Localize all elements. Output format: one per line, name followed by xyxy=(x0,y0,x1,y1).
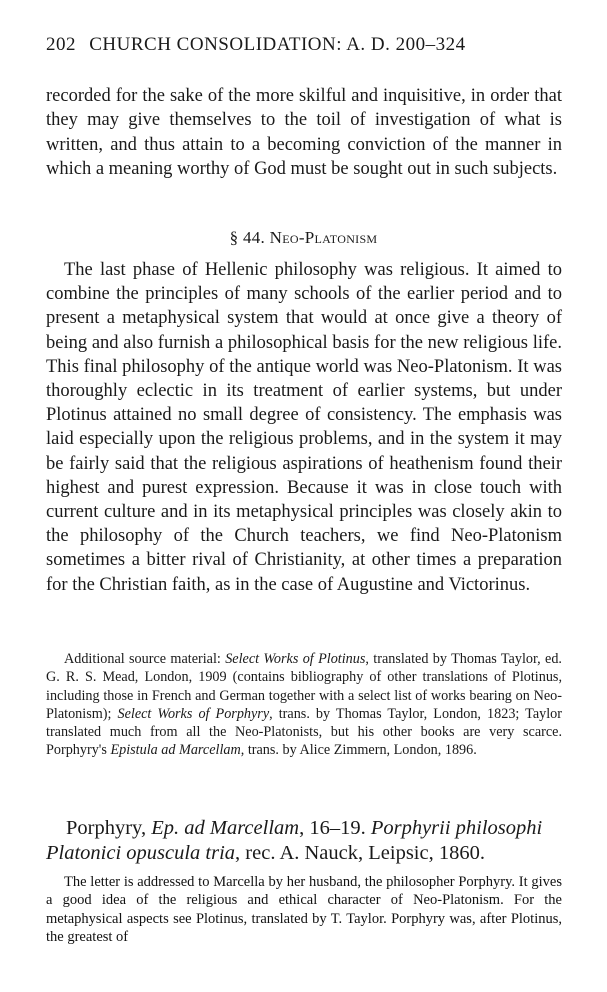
additional-lead: Additional source material: xyxy=(64,651,226,667)
continuation-paragraph xyxy=(46,84,562,182)
work-title-plotinus: Select Works of Plotinus xyxy=(225,651,366,667)
additional-text-1: , translated by Thomas Taylor, ed. G. R. S. Mead, London, 1909 (contains bibliography of other translations of Plotinus, including those in French and German together with a select list of works bearing on Neo-Platonism); xyxy=(46,651,562,722)
section-number: § 44. xyxy=(229,228,266,247)
additional-text-3: , trans. by Alice Zimmern, London, 1896. xyxy=(240,742,477,759)
additional-text-2: , trans. by Thomas Taylor, London, 1823; Taylor translated much from all the Neo-Platonists, but his other books are very scarce. Porphyry's xyxy=(46,705,562,759)
work-title-porphyry: Select Works of Porphyry xyxy=(117,705,270,722)
source-author: Porphyry, xyxy=(66,817,152,839)
source-intro-paragraph xyxy=(46,873,562,946)
additional-source-text xyxy=(46,650,562,760)
section-heading xyxy=(0,228,607,248)
page-number: 202 xyxy=(46,34,76,55)
work-title-epistula: Epistula ad Marcellam xyxy=(110,742,241,759)
source-edition-details: , rec. A. Nauck, Leipsic, 1860. xyxy=(235,842,485,864)
source-range: , 16–19. xyxy=(299,817,371,839)
running-title: CHURCH CONSOLIDATION: A. D. 200–324 xyxy=(89,34,466,55)
intro-text: The last phase of Hellenic philosophy was religious. It aimed to combine the principles of many schools of the earlier period and to present a metaphysical system that would at once give a theory of being and also furnish a philosophical basis for the new religious life. This final philosophy of the antique world was Neo-Platonism. It was thoroughly eclectic in its treatment of earlier systems, but under Plotinus attained no small degree of consistency. The emphasis was laid especially upon the religious problems, and in the system it may be fairly said that the religious aspirations of heathenism found their highest and purest expression. Because it was in close touch with current culture and in its metaphysical principles was closely akin to the philosophy of the Church teachers, we find Neo-Platonism sometimes a bitter rival of Christianity, at other times a preparation for the Christian faith, as in the case of Augustine and Victorinus. xyxy=(46,260,562,595)
running-header xyxy=(46,34,566,56)
source-heading xyxy=(46,816,566,866)
intro-paragraph xyxy=(46,258,562,597)
source-edition: Porphyrii philosophi Platonici opuscula tria xyxy=(46,817,543,864)
source-intro-text: The letter is addressed to Marcella by her husband, the philosopher Porphyry. It gives a good idea of the religious and ethical character of Neo-Platonism. For the metaphysical aspects see Plotinus, translated by T. Taylor. Porphyry was, after Plotinus, the greatest of xyxy=(46,874,562,945)
continuation-text: recorded for the sake of the more skilful and inquisitive, in order that they may give themselves to the toil of investigation of what is written, and thus attain to a becoming conviction of the manner in which a meaning worthy of God must be sought out in such subjects. xyxy=(46,86,562,180)
additional-source-material xyxy=(46,650,562,760)
source-work: Ep. ad Marcellam xyxy=(151,817,300,839)
section-title: Neo-Platonism xyxy=(269,228,378,247)
